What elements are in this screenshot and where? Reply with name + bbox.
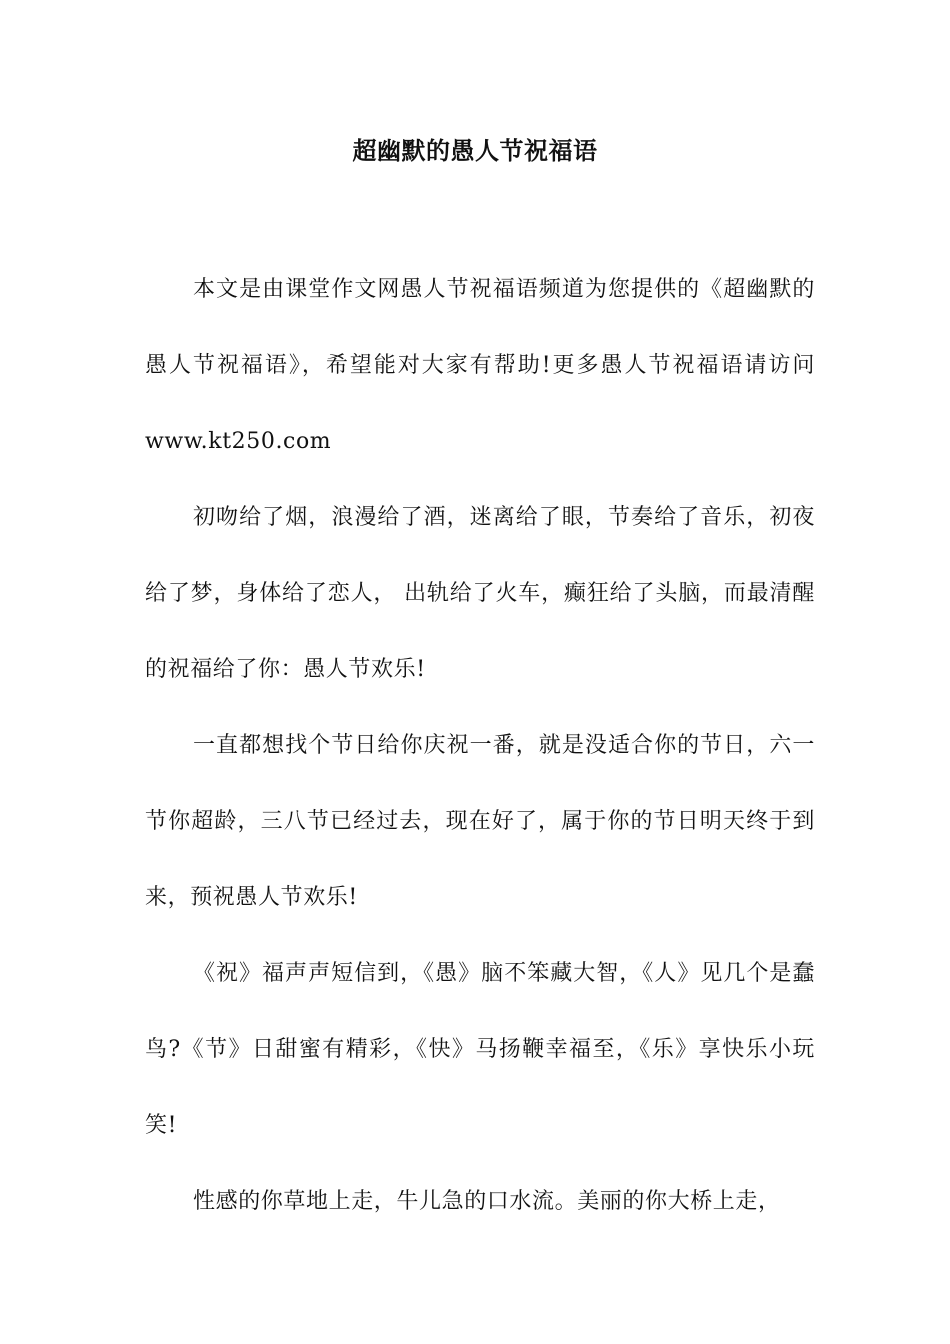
paragraph-holiday: 一直都想找个节日给你庆祝一番，就是没适合你的节日，六一节你超龄，三八节已经过去，现在好了，属于你的节日明天终于到来，预祝愚人节欢乐! — [145, 733, 815, 910]
document-body — [145, 252, 815, 1240]
paragraph-acrostic: 《祝》福声声短信到，《愚》脑不笨藏大智，《人》见几个是蠢鸟?《节》日甜蜜有精彩，《快》马扬鞭幸福至，《乐》享快乐小玩笑! — [145, 961, 815, 1138]
paragraph-first-kiss: 初吻给了烟，浪漫给了酒，迷离给了眼，节奏给了音乐，初夜给了梦，身体给了恋人， 出轨给了火车，癫狂给了头脑，而最清醒的祝福给了你：愚人节欢乐! — [145, 505, 815, 682]
paragraph-intro: 本文是由课堂作文网愚人节祝福语频道为您提供的《超幽默的愚人节祝福语》，希望能对大家有帮助!更多愚人节祝福语请访问www.kt250.com — [145, 277, 815, 454]
document-title: 超幽默的愚人节祝福语 — [352, 136, 598, 165]
paragraph-sexy: 性感的你草地上走，牛儿急的口水流。美丽的你大桥上走， — [193, 1189, 781, 1214]
